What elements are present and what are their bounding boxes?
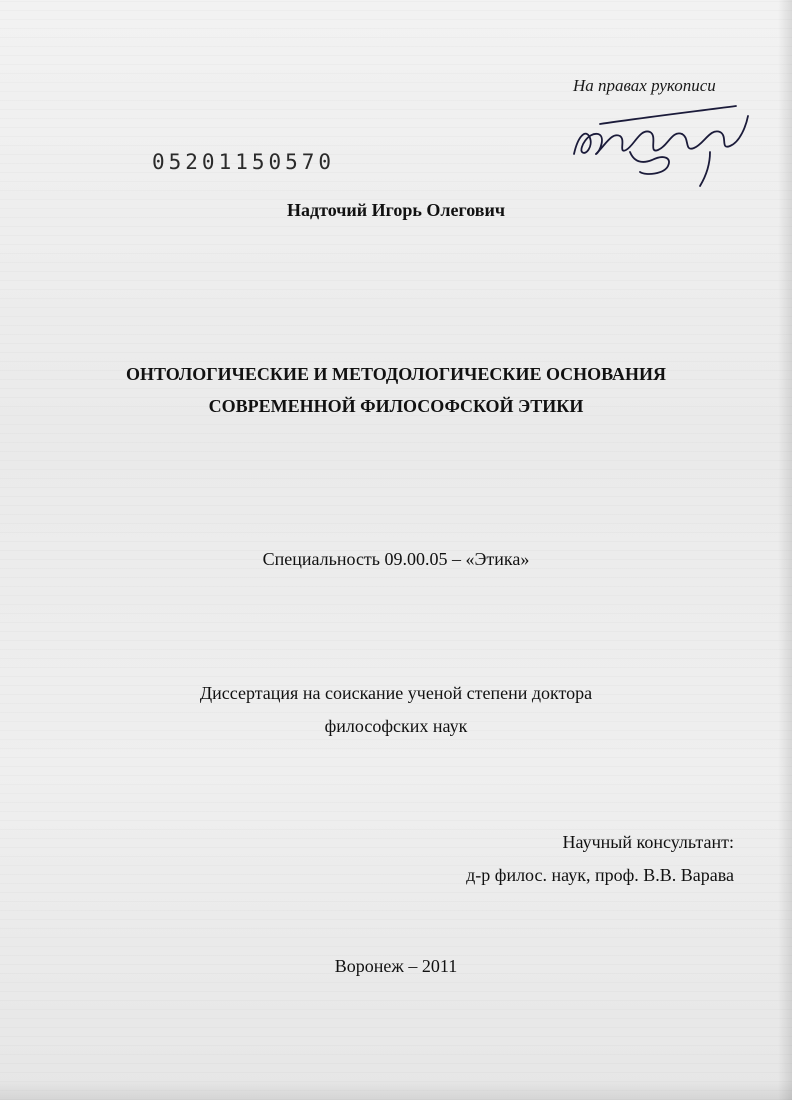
scan-edge-shadow — [0, 1080, 792, 1100]
city-year: Воронеж – 2011 — [334, 956, 458, 976]
signature-icon — [560, 92, 760, 192]
degree-line: философских наук — [324, 716, 468, 736]
scan-edge-shadow — [778, 0, 792, 1100]
manuscript-rights-note: На правах рукописи — [573, 76, 716, 95]
degree-line: Диссертация на соискание ученой степени доктора — [199, 683, 593, 703]
consultant-label: Научный консультант: — [562, 832, 734, 852]
title-line: ОНТОЛОГИЧЕСКИЕ И МЕТОДОЛОГИЧЕСКИЕ ОСНОВАНИЯ — [125, 364, 667, 384]
title-line: СОВРЕМЕННОЙ ФИЛОСОФСКОЙ ЭТИКИ — [208, 396, 584, 416]
consultant-name: д-р филос. наук, проф. В.В. Варава — [466, 865, 734, 885]
author-name: Надточий Игорь Олегович — [286, 200, 505, 220]
dissertation-title — [0, 358, 792, 422]
serial-number: 05201150570 — [152, 150, 336, 174]
degree-statement — [0, 677, 792, 743]
scientific-consultant — [466, 826, 734, 892]
specialty: Специальность 09.00.05 – «Этика» — [262, 549, 530, 569]
